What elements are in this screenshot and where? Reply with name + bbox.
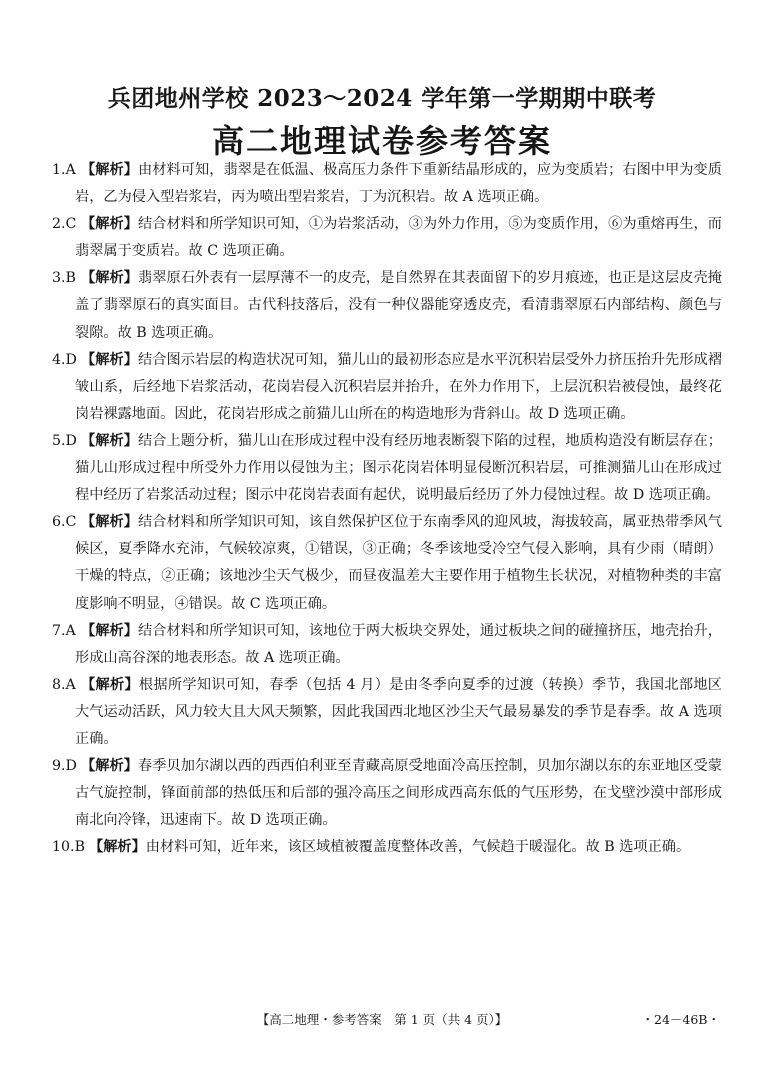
answer-text: 结合材料和所学知识可知，该地位于两大板块交界处，通过板块之间的碰撞挤压，地壳抬升，形成山高谷深的地表形态。故 A 选项正确。 — [75, 622, 722, 666]
answer-number: 9.D — [52, 758, 77, 775]
answer-item-5 — [52, 428, 722, 509]
answer-list — [52, 157, 722, 861]
answer-number: 1.A — [52, 162, 76, 178]
answer-item-10 — [52, 834, 722, 861]
answer-item-6 — [52, 509, 722, 617]
analysis-tag: 【解析】 — [81, 514, 138, 531]
footer-page-info: 【高二地理・参考答案 第 1 页（共 4 页）】 — [256, 1012, 508, 1027]
answer-number: 4.D — [52, 351, 77, 368]
answer-number: 3.B — [52, 270, 76, 287]
analysis-tag: 【解析】 — [81, 758, 138, 775]
answer-item-1 — [52, 157, 722, 211]
answer-item-3 — [52, 265, 722, 346]
answer-text: 结合材料和所学知识可知，①为岩浆活动，③为外力作用，⑤为变质作用，⑥为重熔再生，而翡翠属于变质岩。故 C 选项正确。 — [75, 216, 722, 260]
answer-number: 8.A — [52, 676, 76, 693]
answer-text: 结合图示岩层的构造状况可知，猫儿山的最初形态应是水平沉积岩层受外力挤压抬升先形成褶皱山系，后经地下岩浆活动，花岗岩侵入沉积岩层并抬升，在外力作用下，上层沉积岩被侵蚀，最终花岗岩裸露地面。因此，花岗岩形成之前猫儿山所在的构造地形为背斜山。故 D 选项正确。 — [75, 351, 722, 422]
answer-number: 10.B — [52, 839, 86, 856]
answer-number: 5.D — [52, 432, 77, 449]
answer-number: 7.A — [52, 622, 76, 639]
answer-number: 2.C — [52, 216, 77, 233]
answer-text: 翡翠原石外表有一层厚薄不一的皮壳，是自然界在其表面留下的岁月痕迹，也正是这层皮壳掩盖了翡翠原石的真实面目。古代科技落后，没有一种仪器能穿透皮壳，看清翡翠原石内部结构、颜色与裂隙。故 B 选项正确。 — [75, 270, 722, 341]
answer-text: 由材料可知，近年来，该区域植被覆盖度整体改善，气候趋于暖湿化。故 B 选项正确。 — [145, 839, 691, 856]
footer-code: ・24－46B・ — [641, 1012, 720, 1027]
answer-item-8 — [52, 672, 722, 753]
analysis-tag: 【解析】 — [81, 676, 139, 693]
answer-number: 6.C — [52, 514, 77, 531]
analysis-tag: 【解析】 — [81, 351, 138, 368]
answer-text: 结合材料和所学知识可知，该自然保护区位于东南季风的迎风坡，海拔较高，属亚热带季风气候区，夏季降水充沛，气候较凉爽，①错误，③正确；冬季该地受冷空气侵入影响，具有少雨（晴朗）干燥的特点，②正确；该地沙尘天气极少，而昼夜温差大主要作用于植物生长状况，对植物种类的丰富度影响不明显，④错误。故 C 选项正确。 — [75, 514, 722, 612]
answer-text: 根据所学知识可知，春季（包括 4 月）是由冬季向夏季的过渡（转换）季节，我国北部地区大气运动活跃，风力较大且大风天频繁，因此我国西北地区沙尘天气最易暴发的季节是春季。故 A 选项正确。 — [75, 676, 722, 747]
analysis-tag: 【解析】 — [89, 839, 146, 856]
answer-text: 结合上题分析，猫儿山在形成过程中没有经历地表断裂下陷的过程，地质构造没有断层存在；猫儿山形成过程中所受外力作用以侵蚀为主；图示花岗岩体明显侵断沉积岩层，可推测猫儿山在形成过程中经历了岩浆活动过程；图示中花岗岩表面有起伏，说明最后经历了外力侵蚀过程。故 D 选项正确。 — [75, 432, 722, 504]
answer-item-2 — [52, 211, 722, 265]
analysis-tag: 【解析】 — [81, 432, 138, 449]
analysis-tag: 【解析】 — [81, 622, 138, 639]
answer-item-7 — [52, 618, 722, 672]
analysis-tag: 【解析】 — [81, 162, 138, 178]
page-footer — [0, 1010, 764, 1028]
analysis-tag: 【解析】 — [81, 216, 138, 233]
page-title: 高二地理试卷参考答案 — [211, 122, 552, 160]
answer-item-4 — [52, 347, 722, 428]
answer-text: 由材料可知，翡翠是在低温、极高压力条件下重新结晶形成的，应为变质岩；右图中甲为变质岩，乙为侵入型岩浆岩，丙为喷出型岩浆岩，丁为沉积岩。故 A 选项正确。 — [75, 162, 722, 206]
answer-text: 春季贝加尔湖以西的西西伯利亚至青藏高原受地面冷高压控制，贝加尔湖以东的东亚地区受蒙古气旋控制，锋面前部的热低压和后部的强冷高压之间形成西高东低的气压形势，在戈壁沙漠中部形成南北向冷锋，迅速南下。故 D 选项正确。 — [75, 758, 722, 829]
analysis-tag: 【解析】 — [81, 270, 138, 287]
answer-item-9 — [52, 753, 722, 834]
exam-title: 兵团地州学校 2023～2024 学年第一学期期中联考 — [107, 85, 657, 112]
